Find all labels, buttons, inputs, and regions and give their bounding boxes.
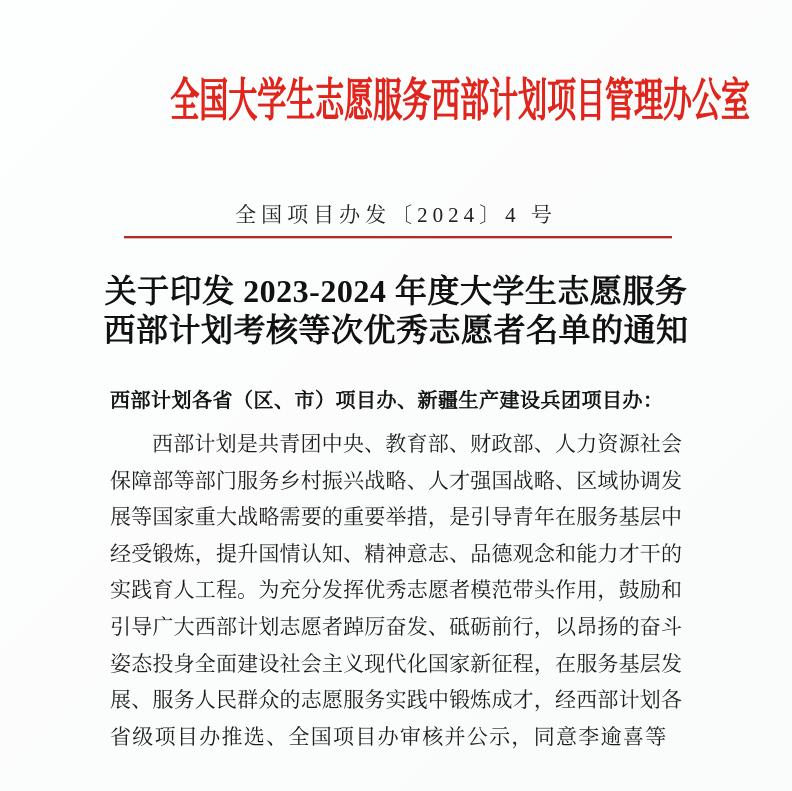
notice-title-line-2: 西部计划考核等次优秀志愿者名单的通知 — [103, 312, 689, 348]
body-line-2: 保障部等部门服务乡村振兴战略、人才强国战略、区域协调发 — [110, 468, 682, 493]
body-paragraph — [110, 426, 682, 755]
body-line-9: 省级项目办推选、全国项目办审核并公示，同意李逾喜等 — [110, 724, 668, 749]
body-line-1: 西部计划是共青团中央、教育部、财政部、人力资源社会 — [152, 432, 682, 456]
addressee-line: 西部计划各省（区、市）项目办、新疆生产建设兵团项目办： — [110, 390, 664, 412]
body-line-6: 引导广大西部计划志愿者踔厉奋发、砥砺前行，以昂扬的奋斗 — [110, 614, 682, 639]
body-line-3: 展等国家重大战略需要的重要举措，是引导青年在服务基层中 — [110, 505, 682, 530]
letterhead-org-title — [0, 64, 792, 130]
body-line-4: 经受锻炼，提升国情认知、精神意志、品德观念和能力才干的 — [110, 541, 682, 566]
red-divider-line — [124, 236, 672, 238]
body-line-7: 姿态投身全面建设社会主义现代化国家新征程，在服务基层发 — [110, 651, 682, 676]
body-line-8: 展、服务人民群众的志愿服务实践中锻炼成才，经西部计划各 — [110, 688, 682, 713]
notice-title — [0, 272, 792, 350]
notice-title-line-1: 关于印发 2023-2024 年度大学生志愿服务 — [104, 273, 688, 309]
letterhead-org-title-text: 全国大学生志愿服务西部计划项目管理办公室 — [170, 75, 750, 126]
document-number: 全国项目办发〔2024〕4 号 — [235, 203, 557, 227]
body-line-5: 实践育人工程。为充分发挥优秀志愿者模范带头作用，鼓励和 — [110, 578, 682, 603]
